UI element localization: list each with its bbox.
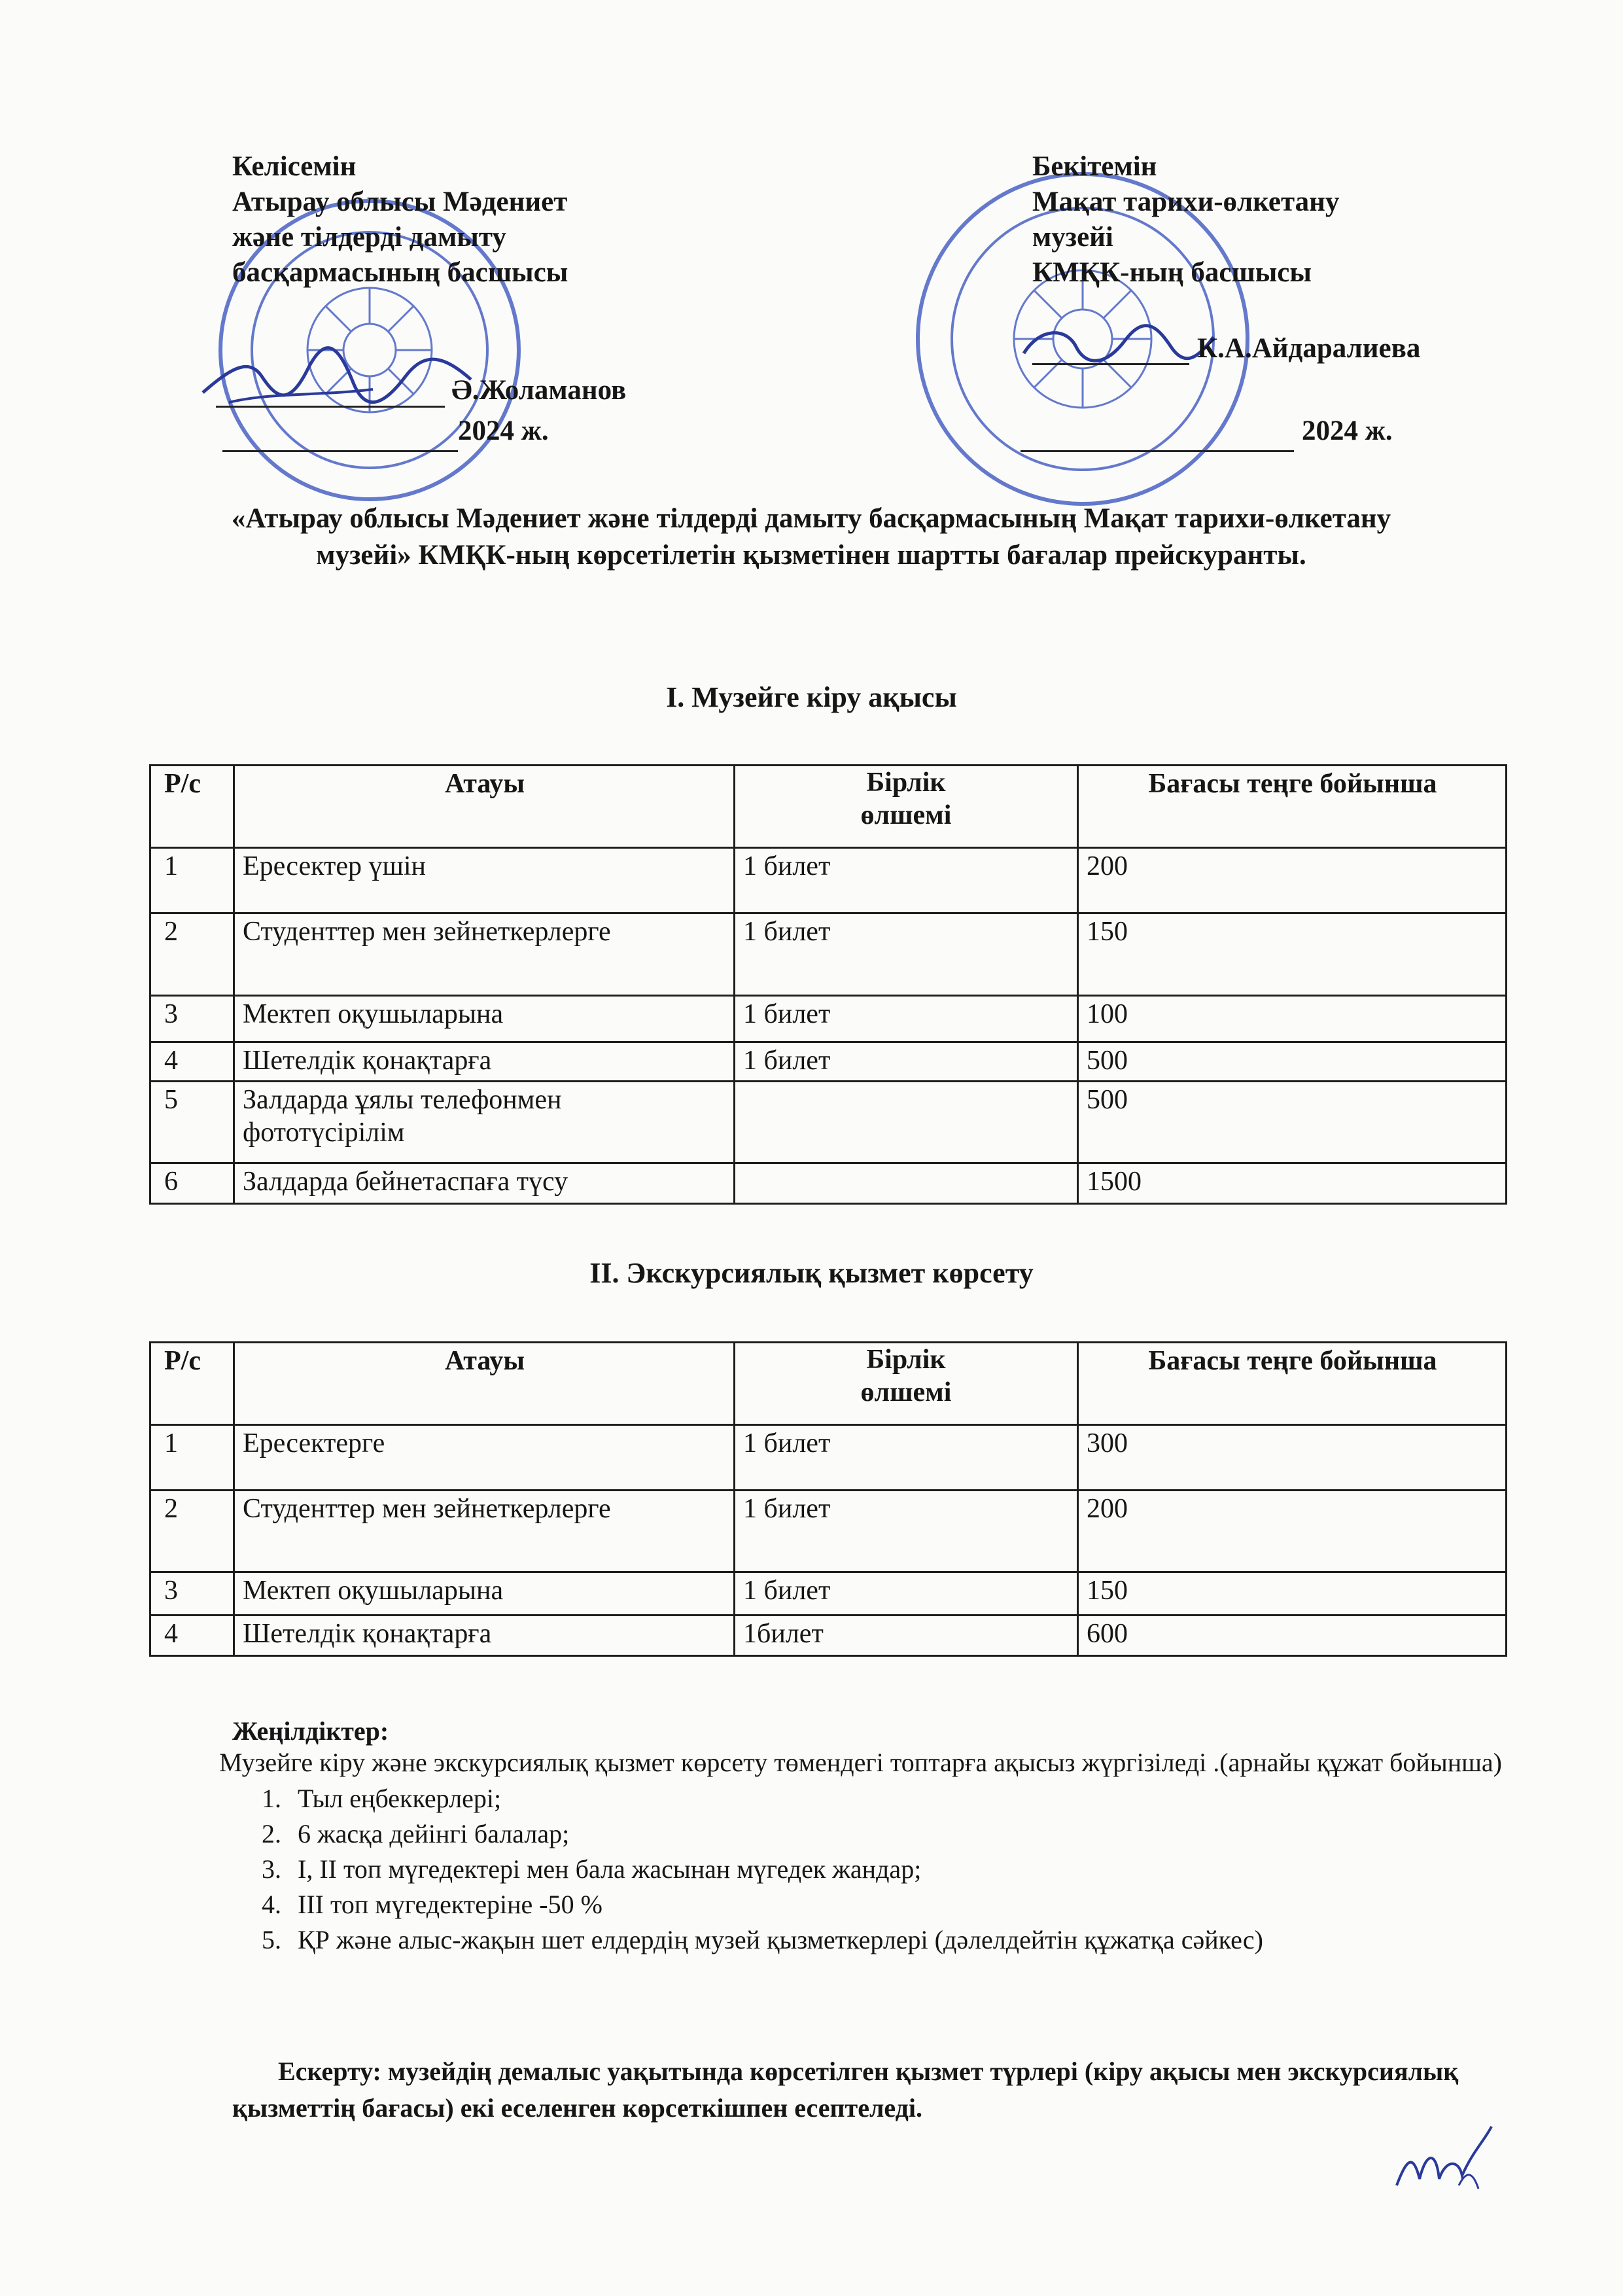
col-header-unit: Бірлік өлшемі: [735, 1343, 1078, 1425]
list-item-text: 6 жасқа дейінгі балалар;: [298, 1819, 570, 1848]
col-header-unit: Бірлік өлшемі: [735, 766, 1078, 848]
list-item-text: Тыл еңбеккерлері;: [298, 1784, 502, 1813]
table-header-row: [150, 766, 1507, 848]
row-unit: [735, 1082, 1078, 1163]
row-unit: 1 билет: [735, 1572, 1078, 1616]
row-price: 1500: [1078, 1163, 1507, 1204]
row-number: 3: [150, 1572, 234, 1616]
row-name: Залдарда ұялы телефонмен фототүсірілім: [234, 1082, 735, 1163]
row-price: 150: [1078, 913, 1507, 996]
agreement-position-line-1: Атырау облысы Мәдениет: [232, 186, 568, 217]
excursion-table: [149, 1341, 1507, 1657]
row-name: Мектеп оқушыларына: [234, 1572, 735, 1616]
col-header-name: Атауы: [234, 1343, 735, 1425]
row-unit: 1 билет: [735, 1042, 1078, 1082]
row-name: Шетелдік қонақтарға: [234, 1042, 735, 1082]
row-name: Студенттер мен зейнеткерлерге: [234, 1491, 735, 1572]
row-name: Ересектер үшін: [234, 848, 735, 913]
col-header-number: Р/с: [150, 1343, 234, 1425]
list-item-text: ҚР және алыс-жақын шет елдердің музей қызметкерлері (дәлелдейтін құжатқа сәйкес): [298, 1925, 1263, 1954]
benefits-heading: Жеңілдіктер:: [232, 1716, 389, 1746]
agreement-position-line-2: және тілдерді дамыту: [232, 222, 506, 253]
table-row: [150, 1616, 1507, 1656]
agreement-heading: Келісемін: [232, 151, 357, 182]
benefits-intro: Музейге кіру және экскурсиялық қызмет көрсету төмендегі топтарға ақысыз жүргізіледі .(арнайы құжат бойынша): [219, 1748, 1502, 1777]
approval-signature-line: [1032, 363, 1189, 365]
row-number: 2: [150, 913, 234, 996]
row-price: 600: [1078, 1616, 1507, 1656]
row-price: 100: [1078, 996, 1507, 1042]
row-price: 200: [1078, 848, 1507, 913]
row-unit: 1 билет: [735, 1491, 1078, 1572]
left-signature: [190, 330, 484, 429]
benefits-section: [219, 1716, 1514, 1958]
agreement-signature-line: [216, 406, 445, 408]
row-unit: [735, 1163, 1078, 1204]
row-name: Студенттер мен зейнеткерлерге: [234, 913, 735, 996]
row-price: 500: [1078, 1042, 1507, 1082]
list-item-text: I, II топ мүгедектері мен бала жасынан мүгедек жандар;: [298, 1854, 922, 1884]
list-item: 2. 6 жасқа дейінгі балалар;: [262, 1819, 570, 1848]
row-unit: 1 билет: [735, 913, 1078, 996]
table-row: [150, 1082, 1507, 1163]
row-number: 3: [150, 996, 234, 1042]
approval-position-line-2: музейі: [1032, 222, 1113, 253]
list-item: 3. I, II топ мүгедектері мен бала жасынан мүгедек жандар;: [262, 1854, 922, 1884]
row-number: 1: [150, 848, 234, 913]
agreement-block: [232, 149, 568, 291]
approval-date-line: [1021, 450, 1294, 452]
row-number: 4: [150, 1042, 234, 1082]
table-row: [150, 1042, 1507, 1082]
row-name: Мектеп оқушыларына: [234, 996, 735, 1042]
row-unit: 1 билет: [735, 1425, 1078, 1491]
row-name: Залдарда бейнетаспаға түсу: [234, 1163, 735, 1204]
col-header-price: Бағасы теңге бойынша: [1078, 1343, 1507, 1425]
document-title: «Атырау облысы Мәдениет және тілдерді дамыту басқармасының Мақат тарихи-өлкетану музейі» КМҚК-ның көрсетілетін қызметінен шартты бағалар прейскуранты.: [231, 503, 1391, 571]
approval-position-line-3: КМҚК-ның басшысы: [1032, 257, 1312, 288]
row-price: 150: [1078, 1572, 1507, 1616]
right-signature: [1014, 308, 1223, 380]
agreement-position-line-3: басқармасының басшысы: [232, 257, 568, 288]
table-row: [150, 1491, 1507, 1572]
row-unit: 1 билет: [735, 996, 1078, 1042]
agreement-date-line: [222, 450, 458, 452]
row-unit: 1билет: [735, 1616, 1078, 1656]
row-number: 1: [150, 1425, 234, 1491]
agreement-signatory-name: Ә.Жоламанов: [451, 375, 627, 406]
row-unit: 1 билет: [735, 848, 1078, 913]
table-row: [150, 848, 1507, 913]
list-item-text: III топ мүгедектеріне -50 %: [298, 1890, 602, 1919]
entry-fee-table: [149, 764, 1507, 1205]
approval-position-line-1: Мақат тарихи-өлкетану: [1032, 186, 1340, 217]
col-header-name: Атауы: [234, 766, 735, 848]
list-item: 4. III топ мүгедектеріне -50 %: [262, 1890, 602, 1919]
row-number: 2: [150, 1491, 234, 1572]
col-header-price: Бағасы теңге бойынша: [1078, 766, 1507, 848]
section-2-heading: II. Экскурсиялық қызмет көрсету: [589, 1257, 1034, 1289]
table-header-row: [150, 1343, 1507, 1425]
col-header-number: Р/с: [150, 766, 234, 848]
approval-heading: Бекітемін: [1032, 151, 1157, 182]
table-row: [150, 913, 1507, 996]
benefits-list: [232, 1781, 1514, 1958]
row-price: 500: [1078, 1082, 1507, 1163]
approval-signatory-name: К.А.Айдаралиева: [1197, 333, 1421, 364]
row-name: Ересектерге: [234, 1425, 735, 1491]
list-item: 5. ҚР және алыс-жақын шет елдердің музей қызметкерлері (дәлелдейтін құжатқа сәйкес): [262, 1925, 1263, 1954]
approval-block: [1032, 149, 1339, 291]
row-price: 300: [1078, 1425, 1507, 1491]
agreement-date: 2024 ж.: [458, 415, 549, 446]
row-number: 6: [150, 1163, 234, 1204]
table-row: [150, 1163, 1507, 1204]
table-row: [150, 1425, 1507, 1491]
row-name: Шетелдік қонақтарға: [234, 1616, 735, 1656]
table-row: [150, 996, 1507, 1042]
row-number: 4: [150, 1616, 234, 1656]
list-item: 1. Тыл еңбеккерлері;: [262, 1784, 502, 1813]
section-1-heading: I. Музейге кіру ақысы: [666, 681, 957, 713]
approval-date: 2024 ж.: [1302, 415, 1393, 446]
table-row: [150, 1572, 1507, 1616]
row-number: 5: [150, 1082, 234, 1163]
row-price: 200: [1078, 1491, 1507, 1572]
note-paragraph: Ескерту: музейдің демалыс уақытында көрсетілген қызмет түрлері (кіру ақысы мен экскурсиялық қызметтің бағасы) екі еселенген көрсеткішпен есептеледі.: [232, 2057, 1459, 2123]
